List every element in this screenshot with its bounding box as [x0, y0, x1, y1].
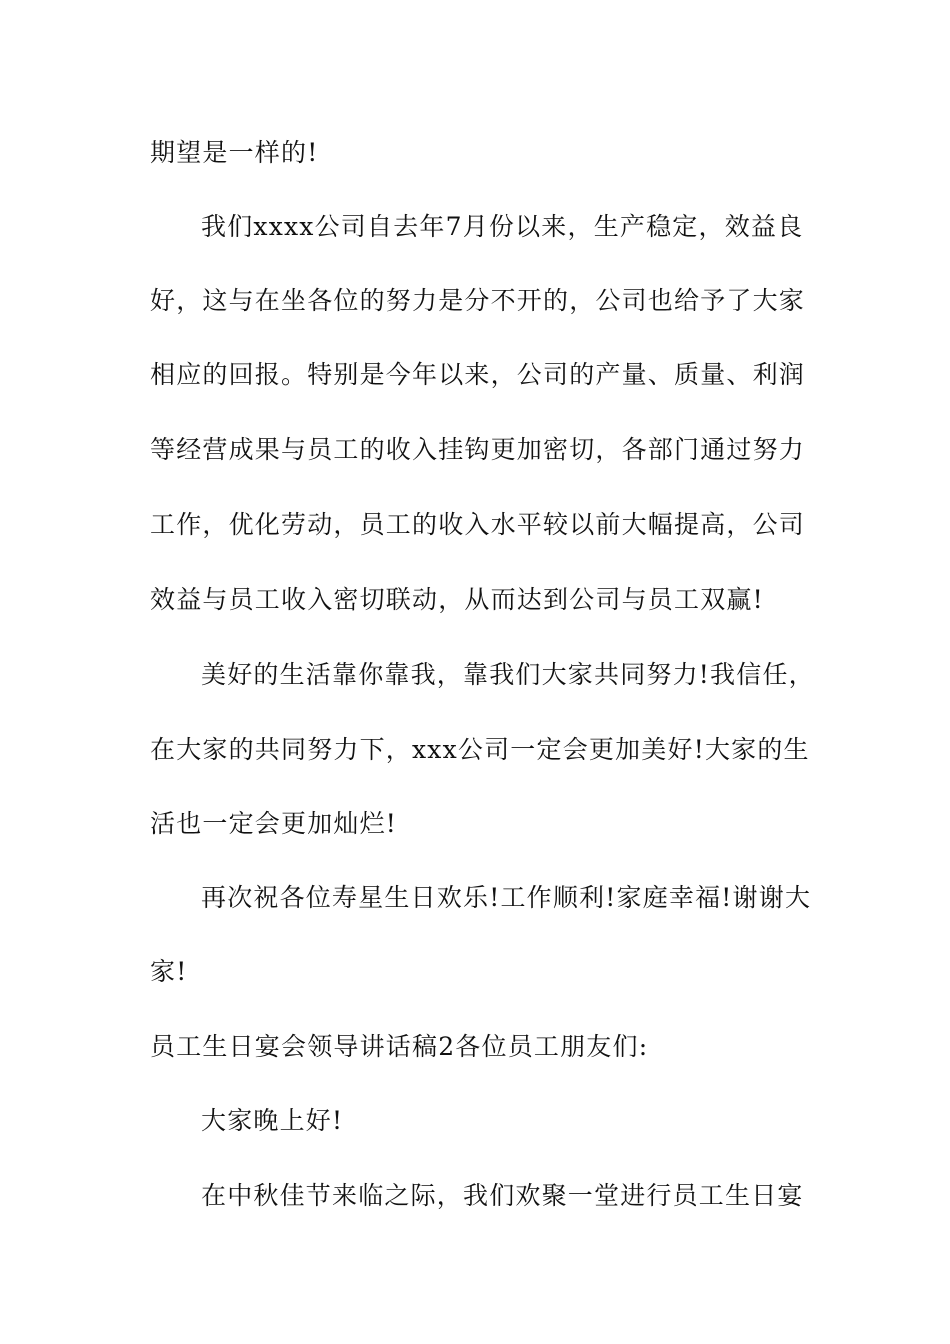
text-line: 期望是一样的! — [150, 138, 319, 167]
text-line: 好，这与在坐各位的努力是分不开的，公司也给予了大家 — [150, 286, 806, 315]
text-line: 在大家的共同努力下，xxx公司一定会更加美好!大家的生 — [150, 735, 810, 764]
paragraph-start-line: 美好的生活靠你靠我，靠我们大家共同努力!我信任， — [201, 660, 815, 689]
paragraph-start-line: 我们xxxx公司自去年7月份以来，生产稳定，效益良 — [201, 212, 804, 241]
paragraph-start-line: 在中秋佳节来临之际，我们欢聚一堂进行员工生日宴 — [201, 1181, 804, 1210]
text-line: 活也一定会更加灿烂! — [150, 809, 398, 838]
text-line: 效益与员工收入密切联动，从而达到公司与员工双赢! — [150, 585, 764, 614]
text-line: 相应的回报。特别是今年以来，公司的产量、质量、利润 — [150, 360, 806, 389]
paragraph-start-line: 大家晚上好! — [201, 1106, 344, 1135]
text-line: 工作，优化劳动，员工的收入水平较以前大幅提高，公司 — [150, 510, 806, 539]
text-line: 家! — [150, 957, 188, 986]
text-line: 等经营成果与员工的收入挂钩更加密切，各部门通过努力 — [150, 435, 806, 464]
paragraph-start-line: 再次祝各位寿星生日欢乐!工作顺利!家庭幸福!谢谢大 — [201, 883, 812, 912]
section-heading-line: 员工生日宴会领导讲话稿2各位员工朋友们: — [150, 1032, 649, 1061]
